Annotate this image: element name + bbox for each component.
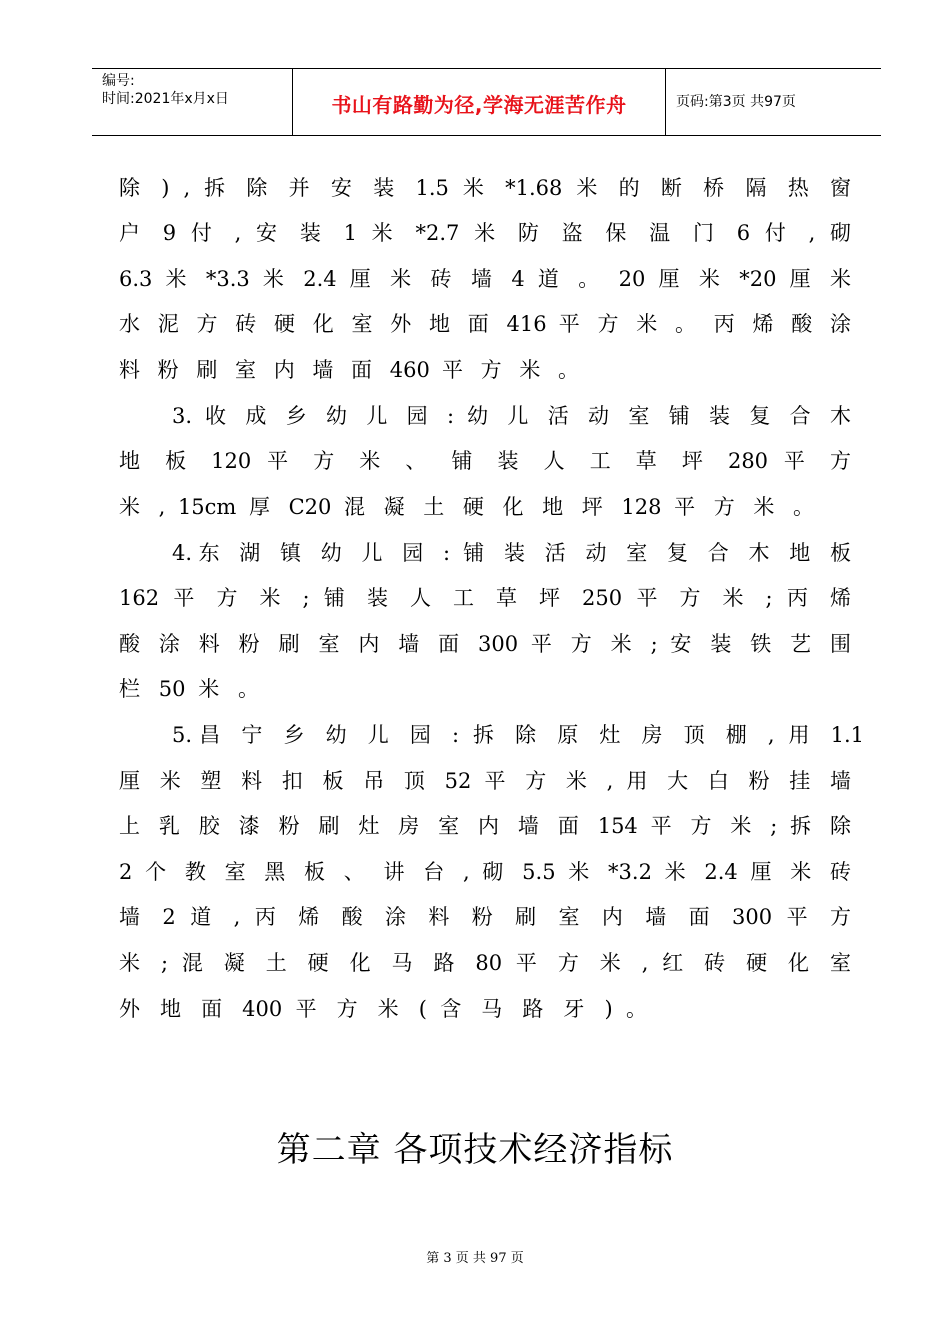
body-line: 酸 涂 料 粉 刷 室 内 墙 面 300 平 方 米 ; 安 装 铁 艺 围 (119, 632, 851, 656)
body-line: 上 乳 胶 漆 粉 刷 灶 房 室 内 墙 面 154 平 方 米 ; 拆 除 (119, 814, 851, 838)
body-line: 户 9 付 , 安 装 1 米 *2.7 米 防 盗 保 温 门 6 付 , 砌 (119, 221, 851, 245)
body-line: 6.3 米 *3.3 米 2.4 厘 米 砖 墙 4 道 。 20 厘 米 *20 厘 米 (119, 267, 851, 291)
body-line: 厘 米 塑 料 扣 板 吊 顶 52 平 方 米 , 用 大 白 粉 挂 墙 (119, 769, 851, 793)
body-line: 墙 2 道 , 丙 烯 酸 涂 料 粉 刷 室 内 墙 面 300 平 方 (119, 905, 851, 929)
time-label: 时间:2021年x月x日 (102, 91, 229, 107)
body-line: 3. 收 成 乡 幼 儿 园 : 幼 儿 活 动 室 铺 装 复 合 木 (172, 404, 851, 428)
header-left-cell (92, 69, 292, 135)
body-line: 水 泥 方 砖 硬 化 室 外 地 面 416 平 方 米 。 丙 烯 酸 涂 (119, 312, 851, 336)
header-right-cell (666, 69, 881, 135)
chapter-title: 第二章 各项技术经济指标 (276, 1130, 674, 1170)
header-motto: 书山有路勤为径,学海无涯苦作舟 (331, 93, 627, 117)
body-line: 4.东 湖 镇 幼 儿 园 : 铺 装 活 动 室 复 合 木 地 板 (172, 541, 851, 565)
page-number-label: 页码:第3页 共97页 (676, 94, 796, 110)
body-line: 米 , 15cm 厚 C20 混 凝 土 硬 化 地 坪 128 平 方 米 。 (119, 495, 814, 519)
body-line: 5.昌 宁 乡 幼 儿 园 : 拆 除 原 灶 房 顶 棚 , 用 1.1 (172, 723, 864, 747)
body-line: 外 地 面 400 平 方 米 ( 含 马 路 牙 ) 。 (119, 997, 647, 1021)
header-center-cell (292, 69, 666, 135)
number-label: 编号: (102, 73, 135, 89)
body-line: 栏 50 米 。 (119, 677, 259, 701)
body-line: 地 板 120 平 方 米 、 铺 装 人 工 草 坪 280 平 方 (119, 449, 851, 473)
body-line: 米 ; 混 凝 土 硬 化 马 路 80 平 方 米 , 红 砖 硬 化 室 (119, 951, 851, 975)
body-line: 162 平 方 米 ; 铺 装 人 工 草 坪 250 平 方 米 ; 丙 烯 (119, 586, 851, 610)
body-line: 料 粉 刷 室 内 墙 面 460 平 方 米 。 (119, 358, 579, 382)
body-line: 2 个 教 室 黑 板 、 讲 台 , 砌 5.5 米 *3.2 米 2.4 厘 米 砖 (119, 860, 851, 884)
body-line: 除 ) , 拆 除 并 安 装 1.5 米 *1.68 米 的 断 桥 隔 热 窗 (119, 176, 851, 200)
page-footer: 第 3 页 共 97 页 (426, 1251, 524, 1266)
document-header (92, 68, 881, 136)
